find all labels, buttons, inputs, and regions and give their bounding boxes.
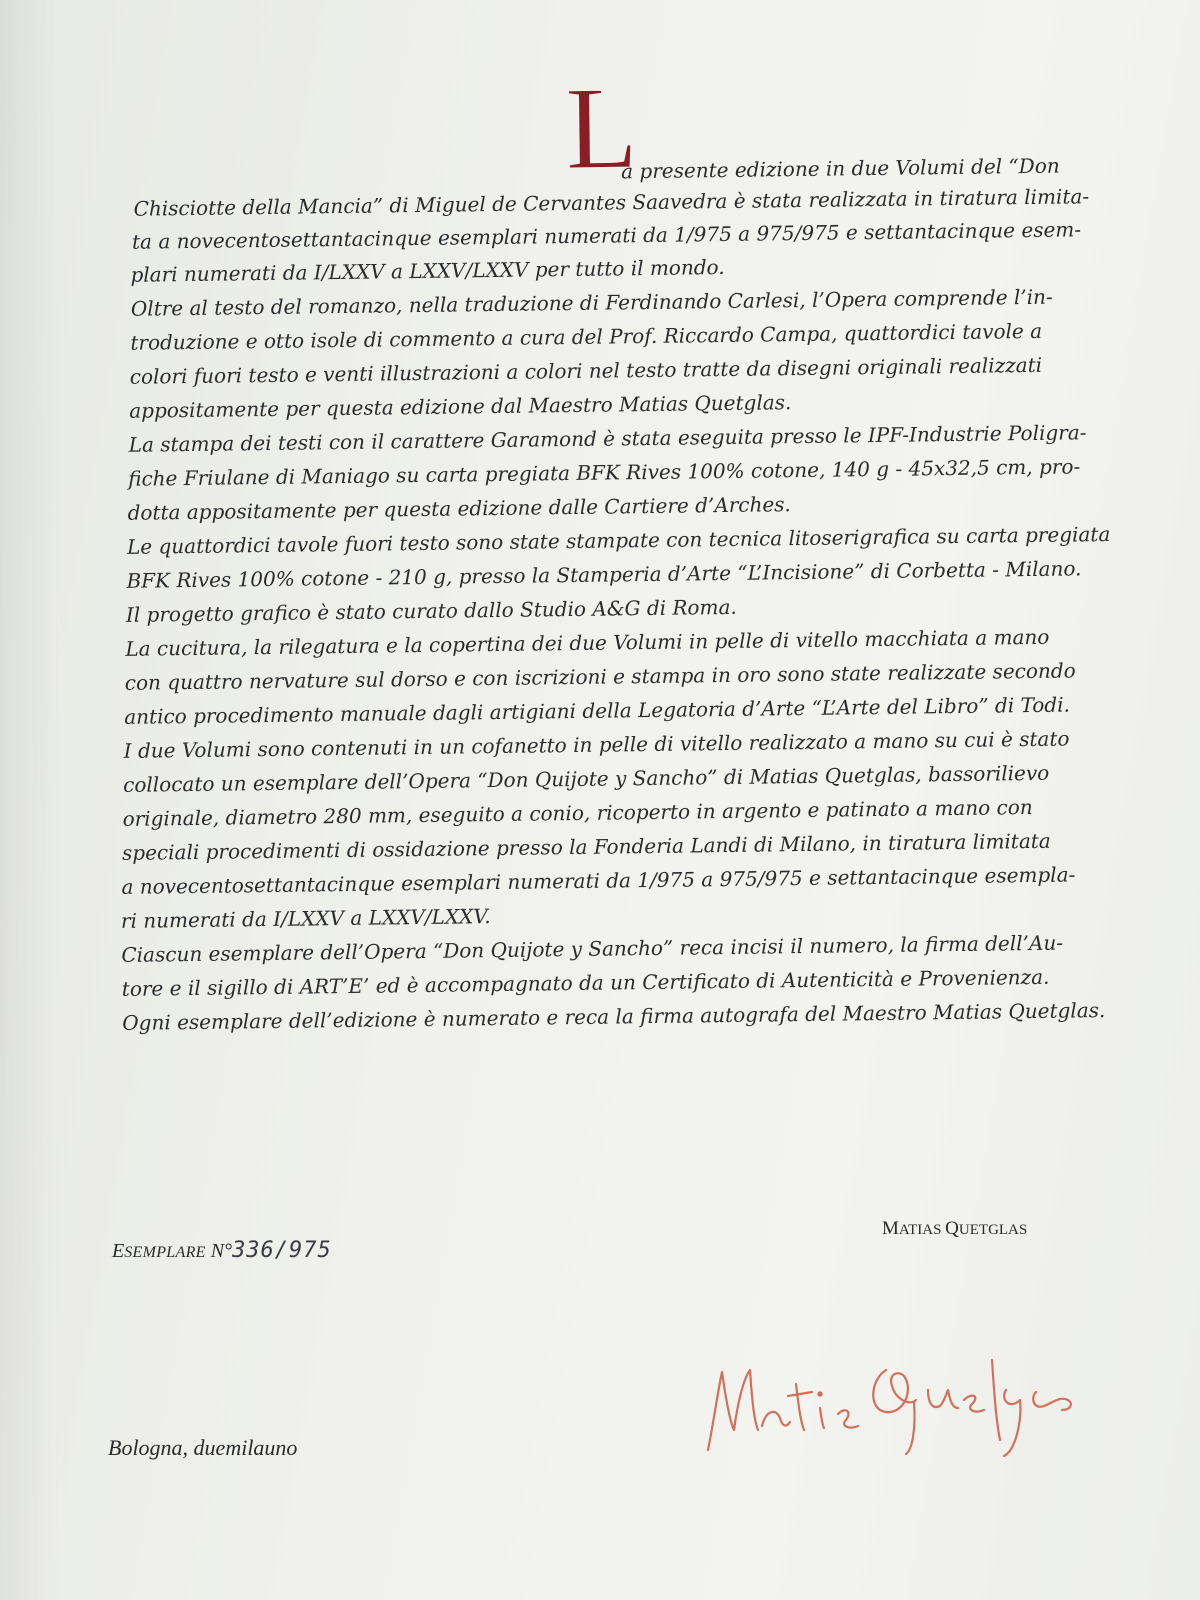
- edition-number: [112, 1238, 332, 1263]
- artist-last-initial: Q: [945, 1218, 959, 1239]
- text-line: originale, diametro 280 mm, eseguito a conio, ricoperto in argento e patinato a mano con: [122, 794, 1033, 831]
- text-line: ri numerati da I/LXXV a LXXV/LXXV.: [120, 904, 491, 933]
- text-line: collocato un esemplare dell’Opera “Don Quijote y Sancho” di Matias Quetglas, bassorilievo: [123, 760, 1050, 797]
- text-line: Le quattordici tavole fuori testo sono state stampate con tecnica litoserigrafica su carta pregiata: [126, 521, 1111, 559]
- text-line: La cucitura, la rilegatura e la copertina dei due Volumi in pelle di vitello macchiata a mano: [125, 624, 1050, 661]
- text-line: plari numerati da I/LXXV a LXXV/LXXV per tutto il mondo.: [130, 254, 725, 287]
- artist-first-initial: M: [882, 1218, 899, 1239]
- artist-signature: [700, 1330, 1120, 1470]
- text-line: I due Volumi sono contenuti in un cofanetto in pelle di vitello realizzato a mano su cui è stato: [123, 726, 1070, 763]
- page-shadow: [0, 0, 60, 1600]
- text-line: fiche Friulane di Maniago su carta pregiata BFK Rives 100% cotone, 140 g - 45x32,5 cm, pro-: [127, 454, 1081, 491]
- text-line: Chisciotte della Mancia” di Miguel de Cervantes Saavedra è stata realizzata in tiratura limita-: [133, 184, 1090, 221]
- text-line: con quattro nervature sul dorso e con iscrizioni e stampa in oro sono state realizzate secondo: [124, 658, 1076, 695]
- handwritten-edition-number: 336/975: [232, 1238, 332, 1263]
- text-line: Ciascun esemplare dell’Opera “Don Quijote y Sancho” reca incisi il numero, la firma dell’Au-: [121, 930, 1064, 967]
- text-line: appositamente per questa edizione dal Maestro Matias Quetglas.: [129, 390, 792, 423]
- text-line: tore e il sigillo di ART’E’ ed è accompagnato da un Certificato di Autenticità e Provenienza.: [121, 964, 1050, 1001]
- colophon-text-block: [110, 62, 1111, 1035]
- artist-name: [882, 1218, 1027, 1240]
- text-line: La stampa dei testi con il carattere Garamond è stata eseguita presso le IPF-Industrie Poligra-: [128, 420, 1087, 457]
- artist-first-rest: ATIAS: [898, 1222, 946, 1238]
- text-line: antico procedimento manuale dagli artigiani della Legatoria d’Arte “L’Arte del Libro” di Todi.: [124, 692, 1071, 729]
- text-line: troduzione e otto isole di commento a cura del Prof. Riccardo Campa, quattordici tavole a: [130, 318, 1043, 355]
- text-line: BFK Rives 100% cotone - 210 g, presso la Stamperia d’Arte “L’Incisione” di Corbetta - Milano.: [126, 556, 1082, 593]
- text-line: Il progetto grafico è stato curato dallo Studio A&G di Roma.: [125, 594, 737, 627]
- artist-last-rest: UETGLAS: [958, 1222, 1028, 1238]
- text-line: ta a novecentosettantacinque esemplari numerati da 1/975 a 975/975 e settantacinque esem-: [131, 217, 1082, 254]
- edition-label-initial: E: [112, 1240, 125, 1262]
- text-line: a novecentosettantacinque esemplari numerati da 1/975 a 975/975 e settantacinque esempla-: [121, 862, 1076, 899]
- edition-label-n: N°: [205, 1240, 233, 1262]
- edition-label-rest: SEMPLARE: [124, 1244, 206, 1261]
- text-line: speciali procedimenti di ossidazione presso la Fonderia Landi di Milano, in tiratura limitata: [121, 828, 1051, 865]
- text-line: Oltre al testo del romanzo, nella traduzione di Ferdinando Carlesi, l’Opera comprende l’in-: [130, 284, 1053, 321]
- text-line: colori fuori testo e venti illustrazioni a colori nel testo tratte da disegni originali realizzati: [129, 352, 1043, 389]
- drop-cap-letter: L: [564, 62, 639, 195]
- text-line: dotta appositamente per questa edizione dalle Cartiere d’Arches.: [127, 492, 791, 525]
- text-line: Ogni esemplare dell’edizione è numerato e reca la firma autografa del Maestro Matias Quetglas.: [122, 998, 1106, 1035]
- text-line: a presente edizione in due Volumi del “Don: [621, 153, 1060, 184]
- place-and-date: Bologna, duemilauno: [108, 1435, 298, 1460]
